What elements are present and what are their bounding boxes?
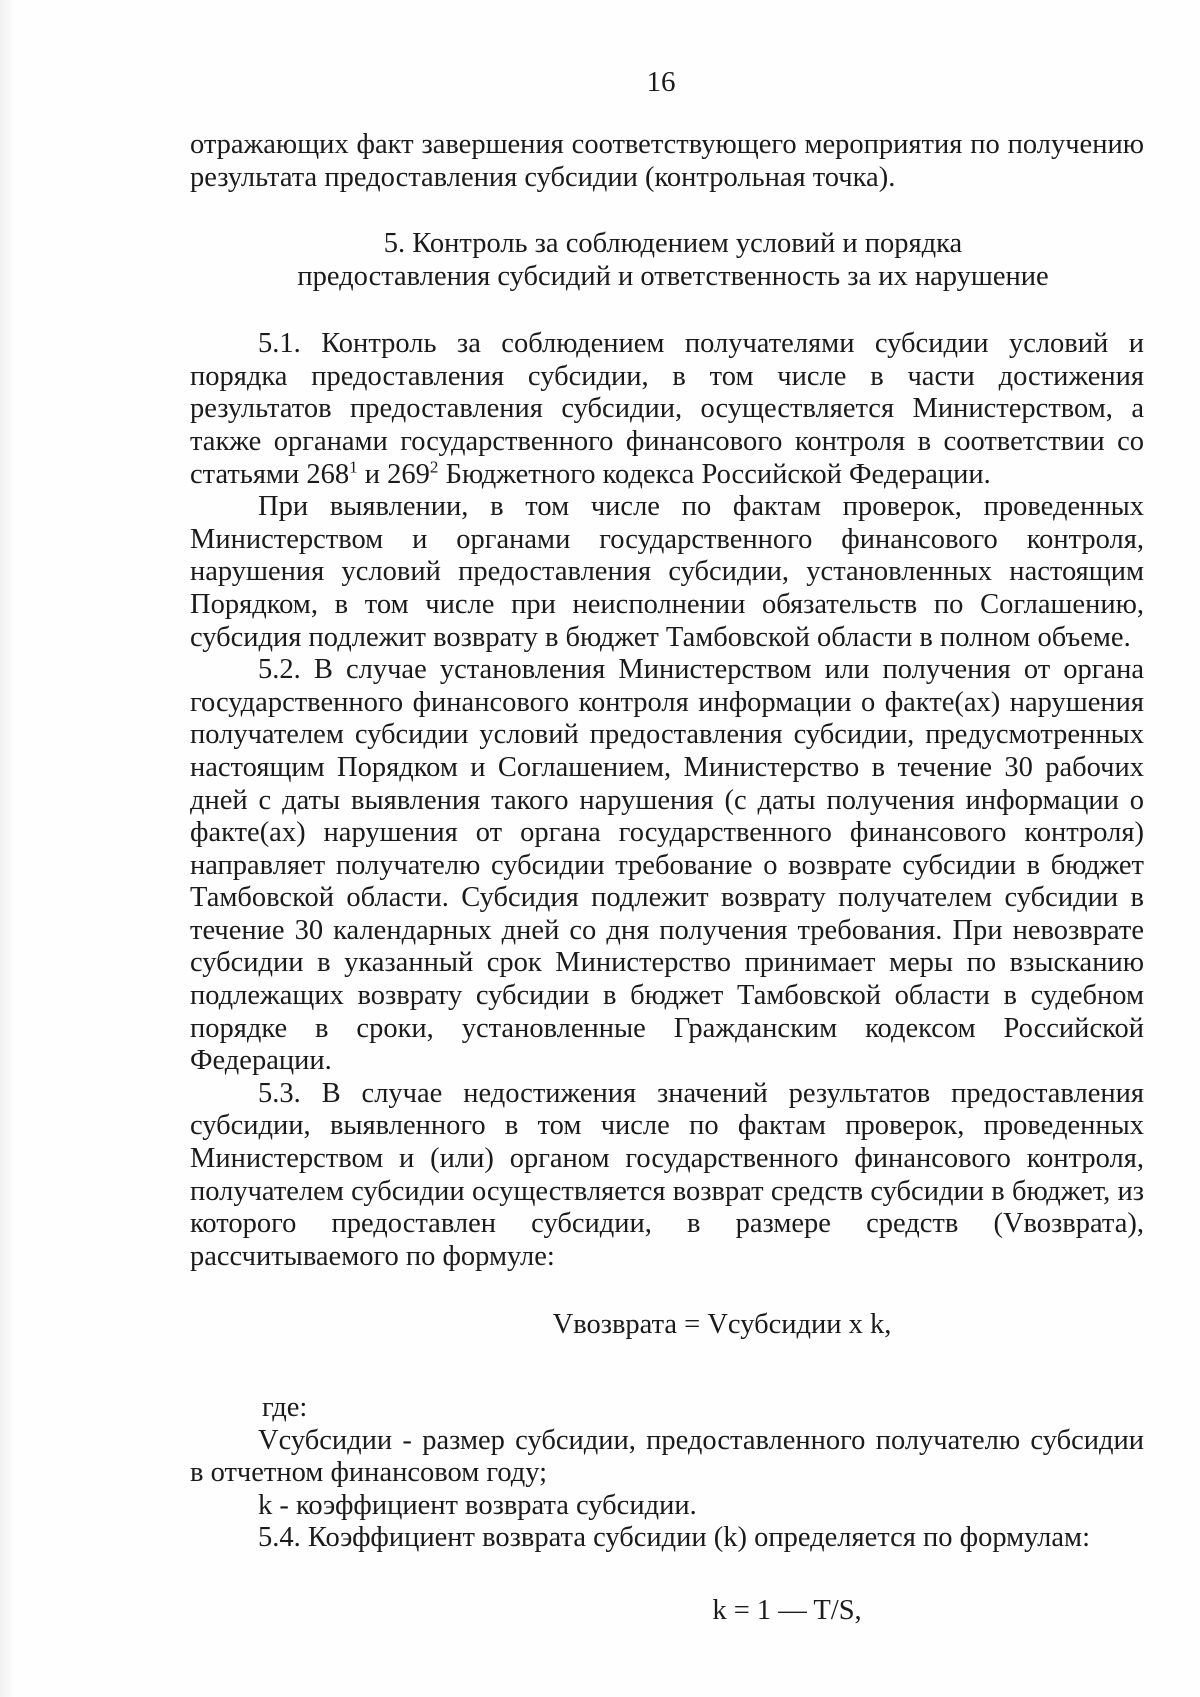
scan-edge-shadow bbox=[0, 0, 14, 1697]
superscript-1: 1 bbox=[349, 457, 358, 477]
where-label: где: bbox=[262, 1392, 308, 1423]
formula-refund-amount: Vвозврата = Vсубсидии x k, bbox=[552, 1309, 892, 1341]
paragraph-5-3: 5.3. В случае недостижения значений результатов предоставления субсидии, выявленного в том числе по фактам проверок, проведенных Министерством и (или) органом государственного финансового контроля, получателем субсидии осуществляется возврат средств субсидии в бюджет, из которого предоставлен субсидии, в размере средств (Vвозврата), рассчитываемого по формуле: bbox=[190, 1077, 1144, 1272]
paragraph-5-1-violations: При выявлении, в том числе по фактам проверок, проведенных Министерством и органами государственного финансового контроля, нарушения условий предоставления субсидии, установленных настоящим Порядком, в том числе при неисполнении обязательств по Соглашению, субсидия подлежит возврату в бюджет Тамбовской области в полном объеме. bbox=[190, 491, 1144, 653]
paragraph-5-1-end: Бюджетного кодекса Российской Федерации. bbox=[438, 458, 991, 490]
formula-coefficient: k = 1 — T/S, bbox=[712, 1594, 862, 1626]
paragraph-5-2: 5.2. В случае установления Министерством или получения от органа государственного финансового контроля информации о факте(ах) нарушения получателем субсидии условий предоставления субсидии, предусмотренных настоящим Порядком и Соглашением, Министерство в течение 30 рабочих дней с даты выявления такого нарушения (с даты получения информации о факте(ах) нарушения от органа государственного финансового контроля) направляет получателю субсидии требование о возврате субсидии в бюджет Тамбовской области. Субсидия подлежит возврату получателем субсидии в течение 30 календарных дней со дня получения требования. При невозврате субсидии в указанный срок Министерство принимает меры по взысканию подлежащих возврату субсидии в бюджет Тамбовской области в судебном порядке в сроки, установленные Гражданским кодексом Российской Федерации. bbox=[190, 654, 1144, 1077]
paragraph-5-1-between: и 269 bbox=[357, 458, 430, 490]
section-heading-line-2: предоставления субсидий и ответственность за их нарушение bbox=[297, 261, 1049, 293]
paragraph-5-4: 5.4. Коэффициент возврата субсидии (k) определяется по формулам: bbox=[258, 1522, 1090, 1554]
superscript-2: 2 bbox=[429, 457, 439, 477]
paragraph-5-1 bbox=[190, 328, 1144, 491]
intro-paragraph: отражающих факт завершения соответствующего мероприятия по получению результата предоставления субсидии (контрольная точка). bbox=[190, 129, 1144, 193]
definition-k: k - коэффициент возврата субсидии. bbox=[258, 1489, 697, 1521]
definition-v-subsidy: Vсубсидии - размер субсидии, предоставленного получателю субсидии в отчетном финансовом году; bbox=[190, 1424, 1144, 1489]
section-heading-line-1: 5. Контроль за соблюдением условий и порядка bbox=[383, 228, 963, 260]
section-heading bbox=[190, 227, 1144, 293]
page-number: 16 bbox=[646, 66, 676, 98]
document-body bbox=[190, 129, 1144, 1628]
paragraph-5-1-text: 5.1. Контроль за соблюдением получателями субсидии условий и порядка предоставления субсидии, в том числе в части достижения результатов предоставления субсидии, осуществляется Министерством, а также органами государственного финансового контроля в соответствии со статьями 268 bbox=[190, 328, 1144, 490]
